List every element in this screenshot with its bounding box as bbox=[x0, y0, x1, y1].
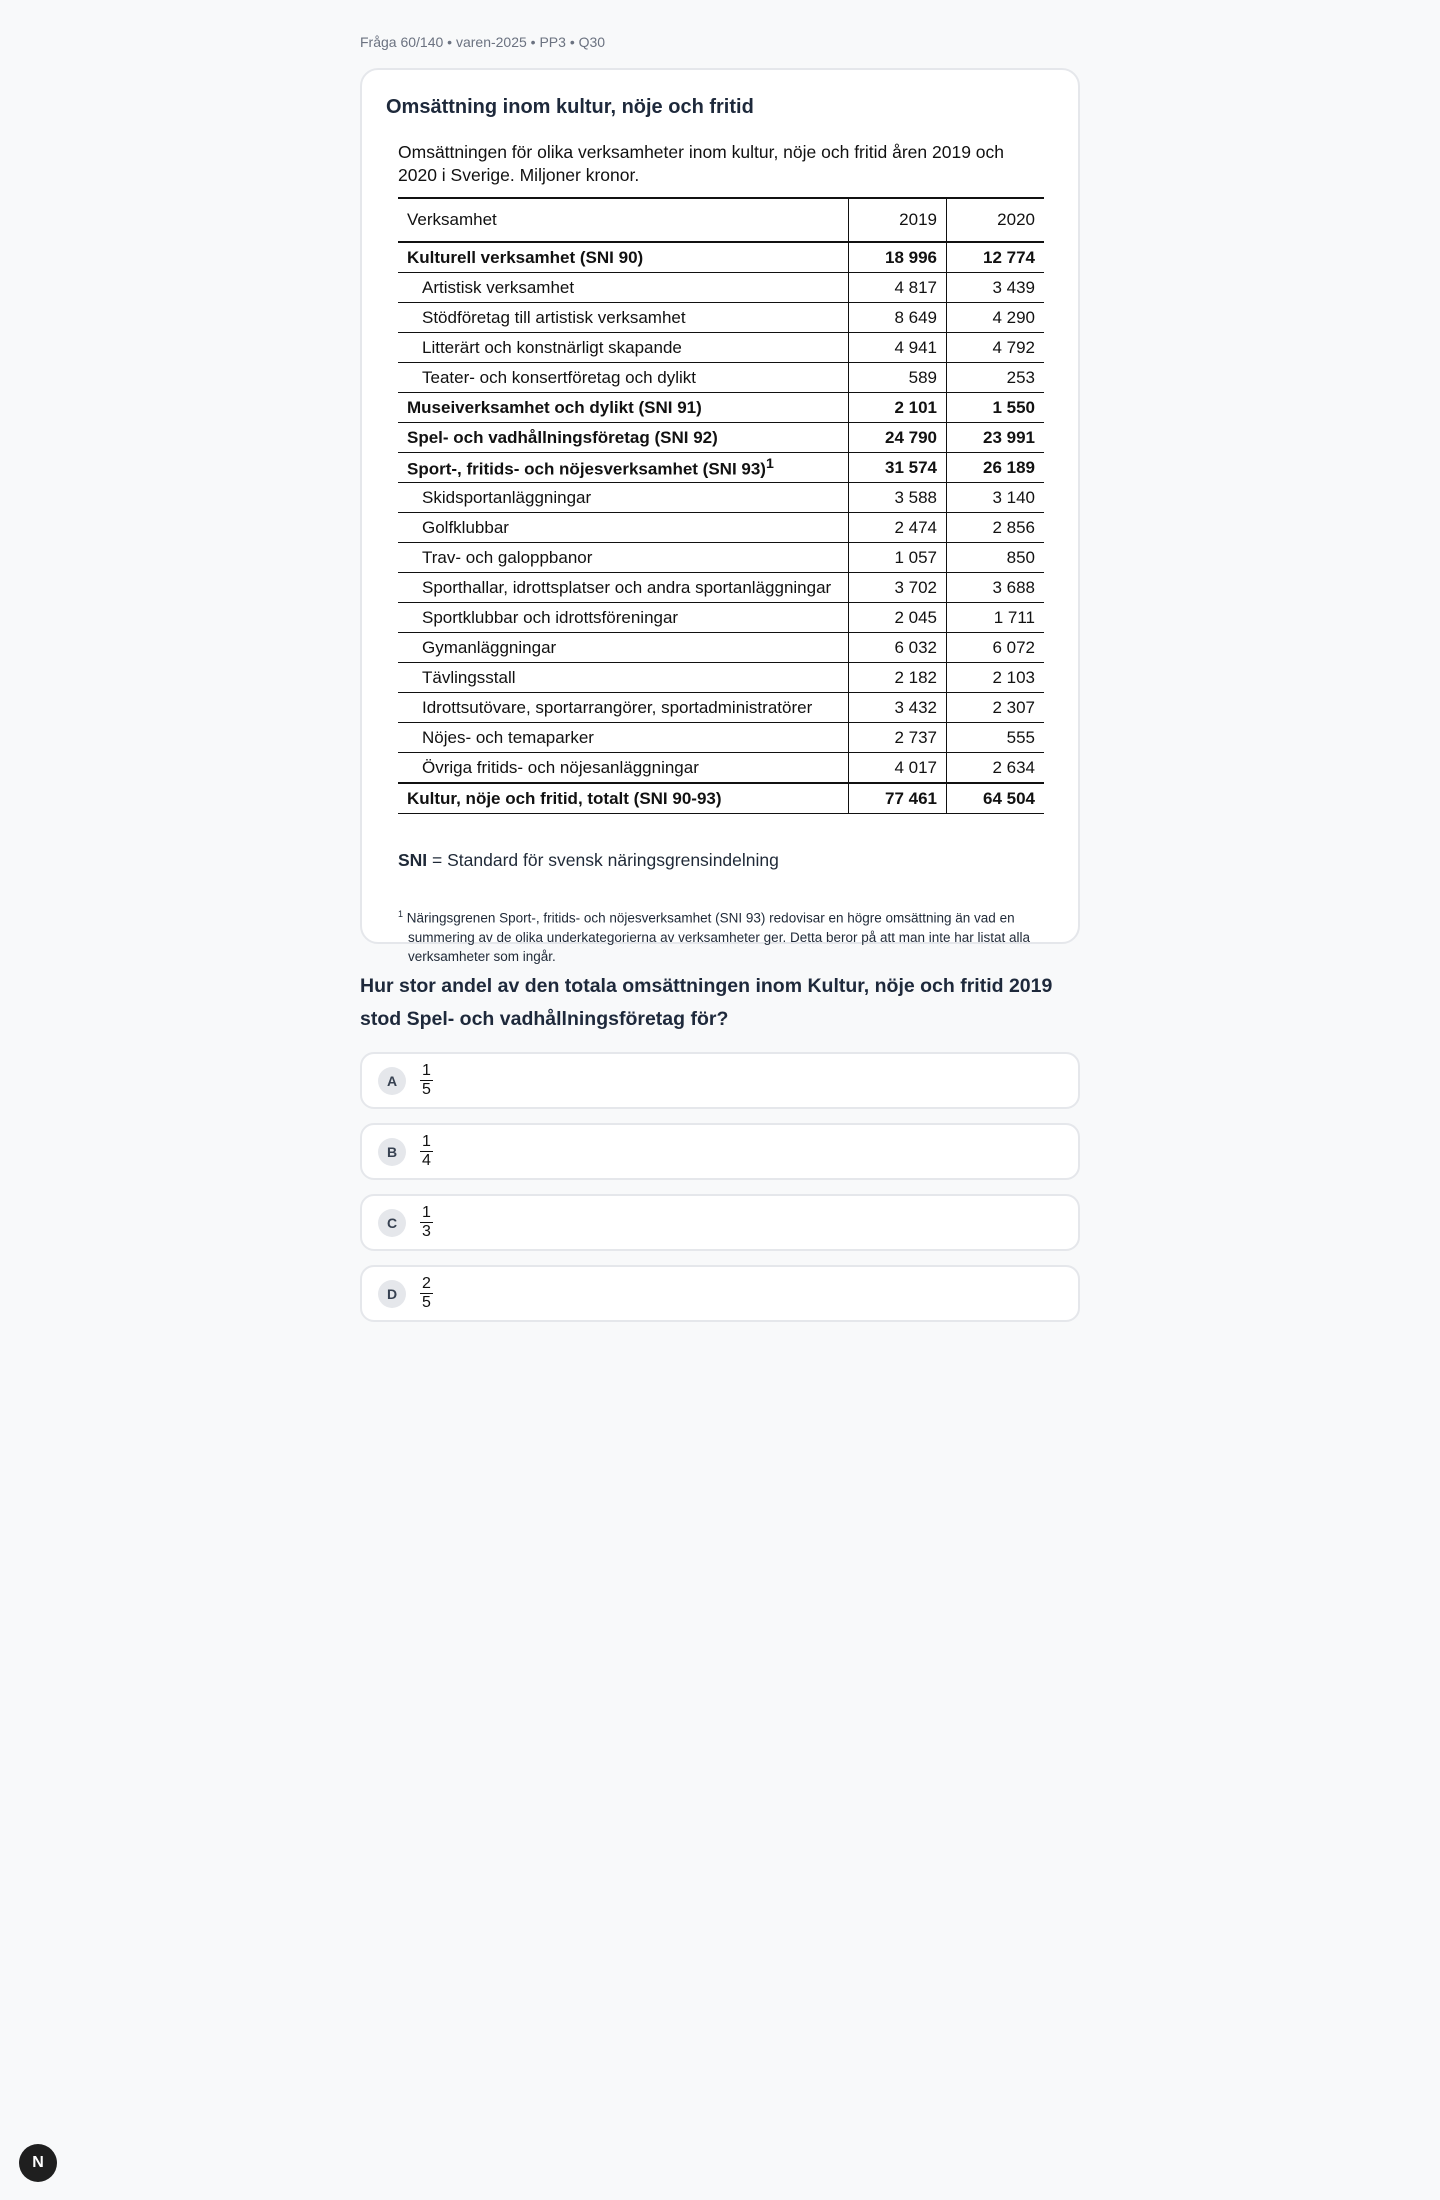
row-value-2019: 2 101 bbox=[849, 393, 947, 423]
table-row bbox=[398, 573, 1044, 603]
sni-abbr: SNI bbox=[398, 850, 428, 870]
row-label: Kultur, nöje och fritid, totalt (SNI 90-93) bbox=[398, 783, 849, 814]
row-value-2019: 2 737 bbox=[849, 723, 947, 753]
table-row bbox=[398, 242, 1044, 273]
table-row bbox=[398, 693, 1044, 723]
row-value-2019: 2 474 bbox=[849, 513, 947, 543]
row-value-2020: 3 439 bbox=[947, 273, 1045, 303]
row-value-2020: 4 792 bbox=[947, 333, 1045, 363]
fraction-numerator: 1 bbox=[422, 1062, 431, 1079]
option-letter: A bbox=[378, 1067, 406, 1095]
table-row bbox=[398, 483, 1044, 513]
row-value-2020: 12 774 bbox=[947, 242, 1045, 273]
header-2020: 2020 bbox=[947, 198, 1045, 242]
header-2019: 2019 bbox=[849, 198, 947, 242]
row-label: Artistisk verksamhet bbox=[398, 273, 849, 303]
row-label: Stödföretag till artistisk verksamhet bbox=[398, 303, 849, 333]
option-a[interactable] bbox=[360, 1052, 1080, 1109]
table-row bbox=[398, 633, 1044, 663]
row-value-2019: 18 996 bbox=[849, 242, 947, 273]
nextjs-badge[interactable]: N bbox=[19, 2144, 57, 2182]
row-value-2020: 3 688 bbox=[947, 573, 1045, 603]
row-label: Trav- och galoppbanor bbox=[398, 543, 849, 573]
row-value-2020: 2 856 bbox=[947, 513, 1045, 543]
option-fraction bbox=[420, 1133, 433, 1170]
row-value-2019: 3 432 bbox=[849, 693, 947, 723]
table-row bbox=[398, 453, 1044, 483]
option-fraction bbox=[420, 1204, 433, 1241]
row-value-2019: 2 182 bbox=[849, 663, 947, 693]
table-row bbox=[398, 663, 1044, 693]
card-title: Omsättning inom kultur, nöje och fritid bbox=[386, 96, 754, 118]
row-value-2020: 64 504 bbox=[947, 783, 1045, 814]
sni-text: = Standard för svensk näringsgrensindelning bbox=[427, 850, 779, 870]
fraction-denominator: 4 bbox=[422, 1152, 431, 1169]
row-label: Nöjes- och temaparker bbox=[398, 723, 849, 753]
table-row bbox=[398, 513, 1044, 543]
row-value-2020: 2 103 bbox=[947, 663, 1045, 693]
question-text: Hur stor andel av den totala omsättningen inom Kultur, nöje och fritid 2019 stod Spel- och vadhållningsföretag för? bbox=[360, 975, 1053, 1030]
question-card bbox=[360, 68, 1080, 964]
row-label: Spel- och vadhållningsföretag (SNI 92) bbox=[398, 423, 849, 453]
row-value-2019: 3 702 bbox=[849, 573, 947, 603]
table-intro: Omsättningen för olika verksamheter inom kultur, nöje och fritid åren 2019 och 2020 i Sverige. Miljoner kronor. bbox=[398, 142, 1005, 185]
fraction-denominator: 3 bbox=[422, 1223, 431, 1240]
row-value-2020: 23 991 bbox=[947, 423, 1045, 453]
row-label: Sporthallar, idrottsplatser och andra sportanläggningar bbox=[398, 573, 849, 603]
row-value-2019: 8 649 bbox=[849, 303, 947, 333]
row-label: Kulturell verksamhet (SNI 90) bbox=[398, 242, 849, 273]
fraction-denominator: 5 bbox=[422, 1294, 431, 1311]
fraction-numerator: 1 bbox=[422, 1133, 431, 1150]
table-row bbox=[398, 333, 1044, 363]
footnote-mark: 1 bbox=[398, 909, 404, 919]
option-c[interactable] bbox=[360, 1194, 1080, 1251]
row-value-2019: 77 461 bbox=[849, 783, 947, 814]
footnote bbox=[398, 905, 1054, 966]
row-value-2020: 2 307 bbox=[947, 693, 1045, 723]
table-row bbox=[398, 543, 1044, 573]
row-value-2020: 1 711 bbox=[947, 603, 1045, 633]
row-label: Skidsportanläggningar bbox=[398, 483, 849, 513]
row-value-2020: 26 189 bbox=[947, 453, 1045, 483]
table-row bbox=[398, 723, 1044, 753]
footnote-text: Näringsgrenen Sport-, fritids- och nöjesverksamhet (SNI 93) redovisar en högre omsättning än vad en summering av de olika underkategorierna av verksamheter ger. Detta beror på att man inte har listat alla verksamheter som ingår. bbox=[406, 910, 1031, 964]
option-d[interactable] bbox=[360, 1265, 1080, 1322]
table-row bbox=[398, 753, 1044, 784]
answer-options bbox=[360, 1052, 1080, 1322]
option-fraction bbox=[420, 1062, 433, 1099]
row-value-2020: 850 bbox=[947, 543, 1045, 573]
option-fraction bbox=[420, 1275, 433, 1312]
option-letter: C bbox=[378, 1209, 406, 1237]
row-value-2020: 2 634 bbox=[947, 753, 1045, 784]
row-value-2019: 6 032 bbox=[849, 633, 947, 663]
row-label: Tävlingsstall bbox=[398, 663, 849, 693]
row-label-with-footnote bbox=[398, 453, 849, 483]
table-row bbox=[398, 273, 1044, 303]
row-label: Idrottsutövare, sportarrangörer, sportadministratörer bbox=[398, 693, 849, 723]
row-value-2020: 555 bbox=[947, 723, 1045, 753]
option-letter: D bbox=[378, 1280, 406, 1308]
header-verksamhet: Verksamhet bbox=[398, 198, 849, 242]
table-row bbox=[398, 363, 1044, 393]
row-value-2019: 589 bbox=[849, 363, 947, 393]
row-label: Gymanläggningar bbox=[398, 633, 849, 663]
row-value-2019: 31 574 bbox=[849, 453, 947, 483]
fraction-numerator: 1 bbox=[422, 1204, 431, 1221]
sni-definition bbox=[398, 850, 1054, 871]
row-value-2020: 3 140 bbox=[947, 483, 1045, 513]
row-value-2020: 4 290 bbox=[947, 303, 1045, 333]
row-value-2019: 4 017 bbox=[849, 753, 947, 784]
fraction-numerator: 2 bbox=[422, 1275, 431, 1292]
row-label: Övriga fritids- och nöjesanläggningar bbox=[398, 753, 849, 784]
option-letter: B bbox=[378, 1138, 406, 1166]
row-label: Sport-, fritids- och nöjesverksamhet (SNI 93) bbox=[407, 459, 766, 479]
table-total-row bbox=[398, 783, 1044, 814]
row-value-2020: 6 072 bbox=[947, 633, 1045, 663]
row-label: Museiverksamhet och dylikt (SNI 91) bbox=[398, 393, 849, 423]
row-label: Sportklubbar och idrottsföreningar bbox=[398, 603, 849, 633]
table-row bbox=[398, 423, 1044, 453]
row-value-2019: 4 817 bbox=[849, 273, 947, 303]
page-content bbox=[360, 0, 1080, 1336]
row-value-2020: 1 550 bbox=[947, 393, 1045, 423]
table-row bbox=[398, 303, 1044, 333]
row-label: Litterärt och konstnärligt skapande bbox=[398, 333, 849, 363]
option-b[interactable] bbox=[360, 1123, 1080, 1180]
table-header-row bbox=[398, 198, 1044, 242]
row-value-2019: 2 045 bbox=[849, 603, 947, 633]
row-value-2019: 24 790 bbox=[849, 423, 947, 453]
table-row bbox=[398, 603, 1044, 633]
footnote-ref: 1 bbox=[765, 455, 774, 472]
fraction-denominator: 5 bbox=[422, 1081, 431, 1098]
row-value-2019: 1 057 bbox=[849, 543, 947, 573]
revenue-table bbox=[398, 197, 1044, 814]
question-meta: Fråga 60/140 • varen-2025 • PP3 • Q30 bbox=[360, 34, 606, 50]
table-row bbox=[398, 393, 1044, 423]
row-value-2019: 4 941 bbox=[849, 333, 947, 363]
row-label: Teater- och konsertföretag och dylikt bbox=[398, 363, 849, 393]
row-value-2020: 253 bbox=[947, 363, 1045, 393]
row-value-2019: 3 588 bbox=[849, 483, 947, 513]
row-label: Golfklubbar bbox=[398, 513, 849, 543]
